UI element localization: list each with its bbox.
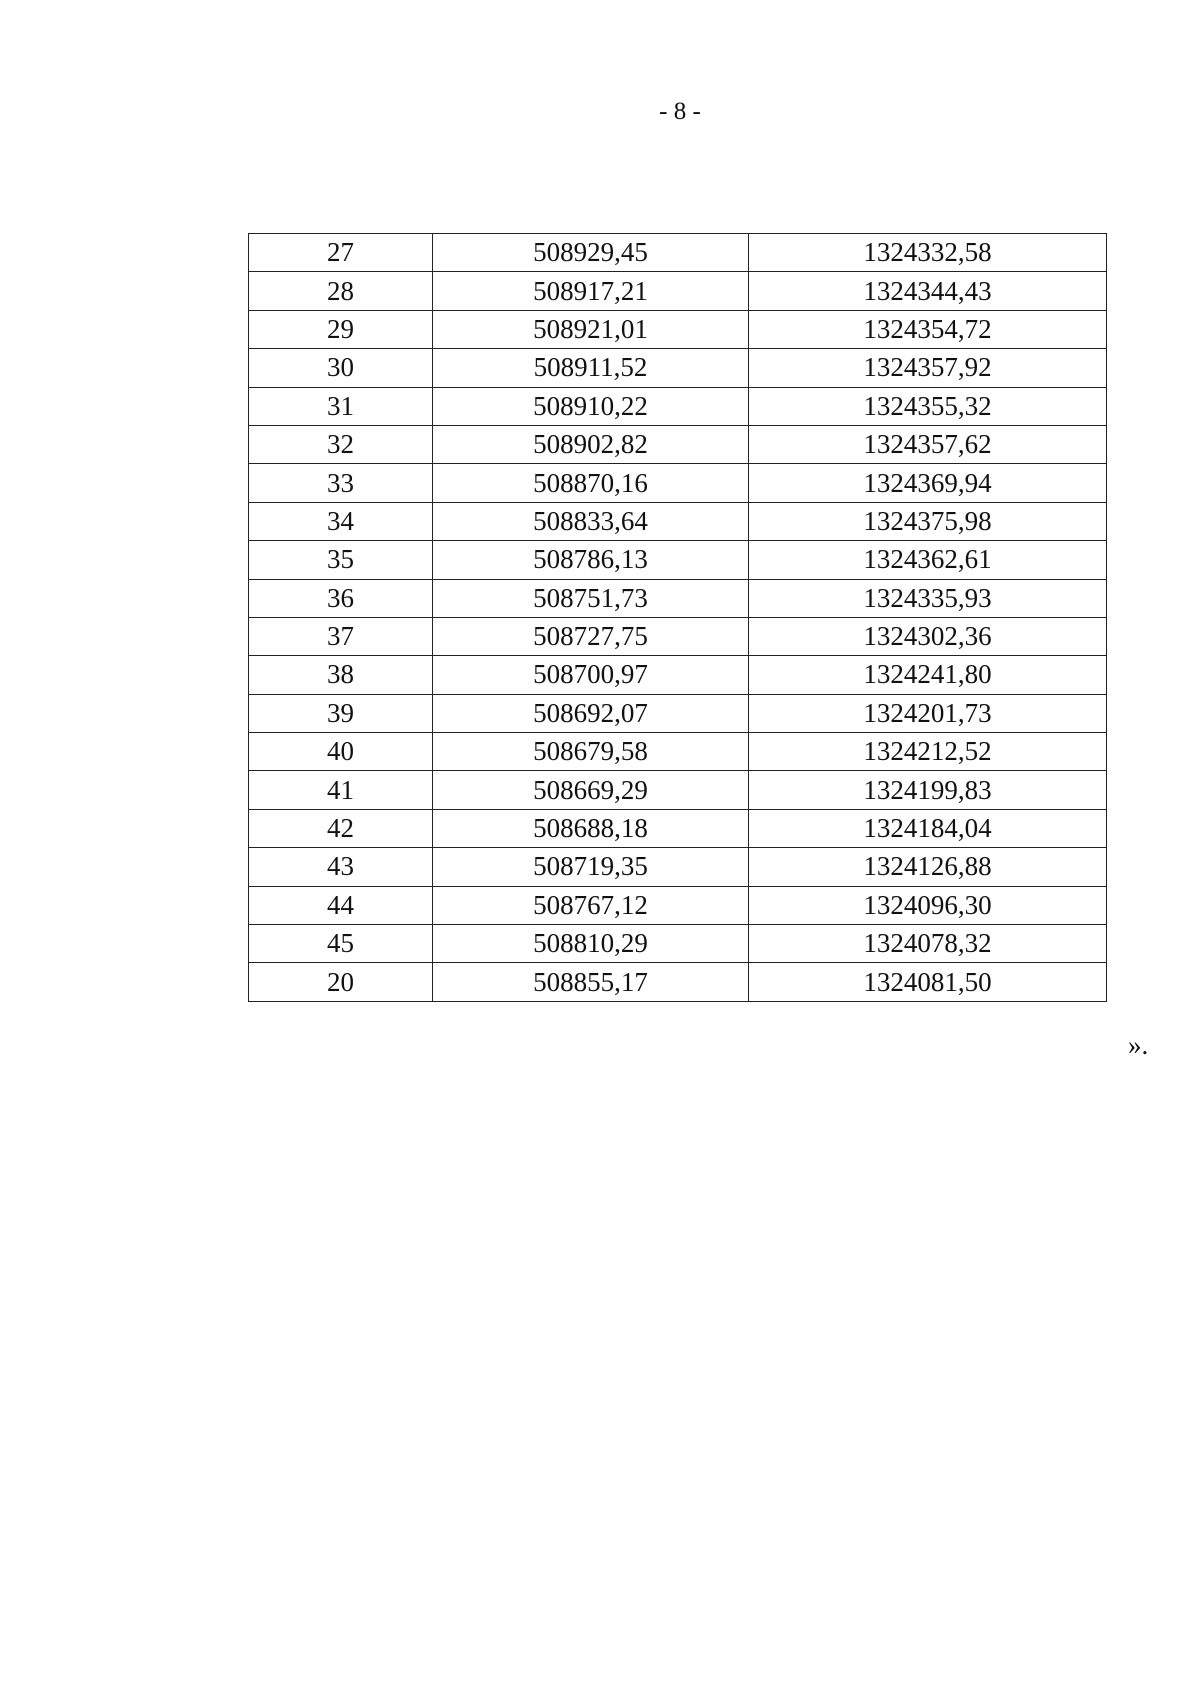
point-number-cell: 37 xyxy=(249,617,433,655)
point-number-cell: 40 xyxy=(249,733,433,771)
point-number-cell: 39 xyxy=(249,694,433,732)
table-row xyxy=(249,733,1107,771)
x-coordinate-cell: 508727,75 xyxy=(433,617,749,655)
x-coordinate-cell: 508700,97 xyxy=(433,656,749,694)
point-number-cell: 29 xyxy=(249,310,433,348)
y-coordinate-cell: 1324335,93 xyxy=(749,579,1107,617)
point-number-cell: 34 xyxy=(249,502,433,540)
table-row xyxy=(249,387,1107,425)
x-coordinate-cell: 508921,01 xyxy=(433,310,749,348)
x-coordinate-cell: 508855,17 xyxy=(433,963,749,1001)
y-coordinate-cell: 1324081,50 xyxy=(749,963,1107,1001)
table-row xyxy=(249,963,1107,1001)
x-coordinate-cell: 508692,07 xyxy=(433,694,749,732)
y-coordinate-cell: 1324199,83 xyxy=(749,771,1107,809)
point-number-cell: 41 xyxy=(249,771,433,809)
y-coordinate-cell: 1324096,30 xyxy=(749,886,1107,924)
x-coordinate-cell: 508810,29 xyxy=(433,925,749,963)
y-coordinate-cell: 1324357,62 xyxy=(749,425,1107,463)
table-row xyxy=(249,310,1107,348)
x-coordinate-cell: 508917,21 xyxy=(433,272,749,310)
point-number-cell: 33 xyxy=(249,464,433,502)
table-row xyxy=(249,809,1107,847)
x-coordinate-cell: 508902,82 xyxy=(433,425,749,463)
y-coordinate-cell: 1324357,92 xyxy=(749,349,1107,387)
table-row xyxy=(249,617,1107,655)
table-row xyxy=(249,541,1107,579)
x-coordinate-cell: 508751,73 xyxy=(433,579,749,617)
point-number-cell: 28 xyxy=(249,272,433,310)
table-row xyxy=(249,464,1107,502)
table-row xyxy=(249,425,1107,463)
table-row xyxy=(249,848,1107,886)
table-row xyxy=(249,656,1107,694)
x-coordinate-cell: 508911,52 xyxy=(433,349,749,387)
table-row xyxy=(249,349,1107,387)
point-number-cell: 38 xyxy=(249,656,433,694)
x-coordinate-cell: 508910,22 xyxy=(433,387,749,425)
y-coordinate-cell: 1324078,32 xyxy=(749,925,1107,963)
y-coordinate-cell: 1324354,72 xyxy=(749,310,1107,348)
x-coordinate-cell: 508767,12 xyxy=(433,886,749,924)
coordinates-table-body xyxy=(249,234,1107,1002)
point-number-cell: 42 xyxy=(249,809,433,847)
point-number-cell: 27 xyxy=(249,234,433,272)
x-coordinate-cell: 508688,18 xyxy=(433,809,749,847)
table-row xyxy=(249,272,1107,310)
y-coordinate-cell: 1324184,04 xyxy=(749,809,1107,847)
y-coordinate-cell: 1324369,94 xyxy=(749,464,1107,502)
y-coordinate-cell: 1324344,43 xyxy=(749,272,1107,310)
point-number-cell: 20 xyxy=(249,963,433,1001)
point-number-cell: 35 xyxy=(249,541,433,579)
y-coordinate-cell: 1324355,32 xyxy=(749,387,1107,425)
x-coordinate-cell: 508870,16 xyxy=(433,464,749,502)
table-row xyxy=(249,234,1107,272)
point-number-cell: 32 xyxy=(249,425,433,463)
table-row xyxy=(249,694,1107,732)
point-number-cell: 36 xyxy=(249,579,433,617)
x-coordinate-cell: 508679,58 xyxy=(433,733,749,771)
y-coordinate-cell: 1324375,98 xyxy=(749,502,1107,540)
y-coordinate-cell: 1324212,52 xyxy=(749,733,1107,771)
coordinates-table xyxy=(248,233,1107,1002)
y-coordinate-cell: 1324332,58 xyxy=(749,234,1107,272)
page-number: - 8 - xyxy=(659,98,701,125)
table-row xyxy=(249,886,1107,924)
y-coordinate-cell: 1324126,88 xyxy=(749,848,1107,886)
x-coordinate-cell: 508929,45 xyxy=(433,234,749,272)
table-row xyxy=(249,925,1107,963)
x-coordinate-cell: 508669,29 xyxy=(433,771,749,809)
point-number-cell: 43 xyxy=(249,848,433,886)
y-coordinate-cell: 1324241,80 xyxy=(749,656,1107,694)
y-coordinate-cell: 1324362,61 xyxy=(749,541,1107,579)
table-row xyxy=(249,771,1107,809)
point-number-cell: 45 xyxy=(249,925,433,963)
point-number-cell: 44 xyxy=(249,886,433,924)
point-number-cell: 30 xyxy=(249,349,433,387)
closing-quote-mark: ». xyxy=(1128,1030,1149,1060)
y-coordinate-cell: 1324201,73 xyxy=(749,694,1107,732)
x-coordinate-cell: 508719,35 xyxy=(433,848,749,886)
x-coordinate-cell: 508786,13 xyxy=(433,541,749,579)
point-number-cell: 31 xyxy=(249,387,433,425)
table-row xyxy=(249,502,1107,540)
x-coordinate-cell: 508833,64 xyxy=(433,502,749,540)
y-coordinate-cell: 1324302,36 xyxy=(749,617,1107,655)
table-row xyxy=(249,579,1107,617)
